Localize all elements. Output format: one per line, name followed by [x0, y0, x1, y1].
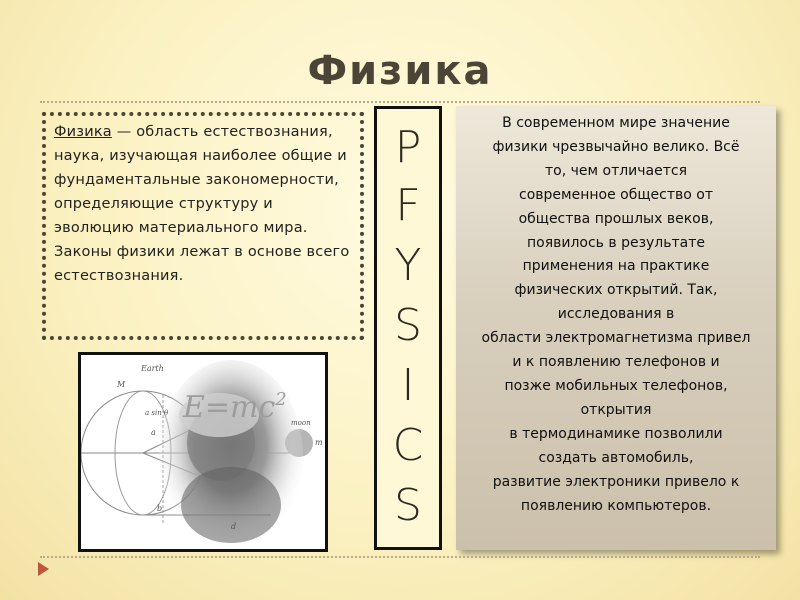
illustration-svg [81, 355, 325, 549]
definition-term[interactable]: Физика [54, 124, 112, 140]
letter-y: Y [394, 240, 422, 291]
letter-s2: S [394, 480, 422, 531]
definition-text: — область естествознания, наука, изучающая наиболее общие и фундаментальные закономерности, определяющие структуру и эволюцию материального мира. Законы физики лежат в основе всего естествознания. [54, 124, 350, 284]
top-divider [40, 101, 760, 103]
info-panel [456, 106, 776, 550]
label-M: M [117, 380, 126, 389]
letter-f: F [395, 180, 421, 231]
bottom-divider [40, 556, 760, 558]
definition-box [42, 112, 364, 340]
letter-s: S [394, 300, 422, 351]
label-b: b [157, 504, 163, 513]
label-earth: Earth [141, 364, 164, 373]
info-text: В современном мире значение физики чрезвычайно велико. Всё то, чем отличается современное общество от общества прошлых веков, появилось в результате применения на практике физических открытий. Так, исследования в области электромагнетизма привел и к появлению телефонов и позже мобильных телефонов, открытия в термодинамике позволили создать автомобиль, развитие электроники привело к появлению компьютеров. [481, 115, 751, 514]
label-moon: moon [291, 419, 311, 427]
triangle-bullet-icon [38, 562, 49, 576]
label-d: d [231, 522, 237, 531]
physics-vertical-word [374, 106, 442, 550]
letter-i: I [401, 360, 415, 411]
label-m: m [315, 438, 323, 447]
formula-label: $E=mc^2$ [183, 389, 287, 425]
label-asin: a sin θ [145, 409, 169, 417]
letter-p: P [394, 122, 422, 173]
slide-title: Физика [307, 48, 493, 94]
label-a: a [151, 428, 156, 437]
physics-illustration [78, 352, 328, 552]
letter-c: C [392, 420, 424, 471]
